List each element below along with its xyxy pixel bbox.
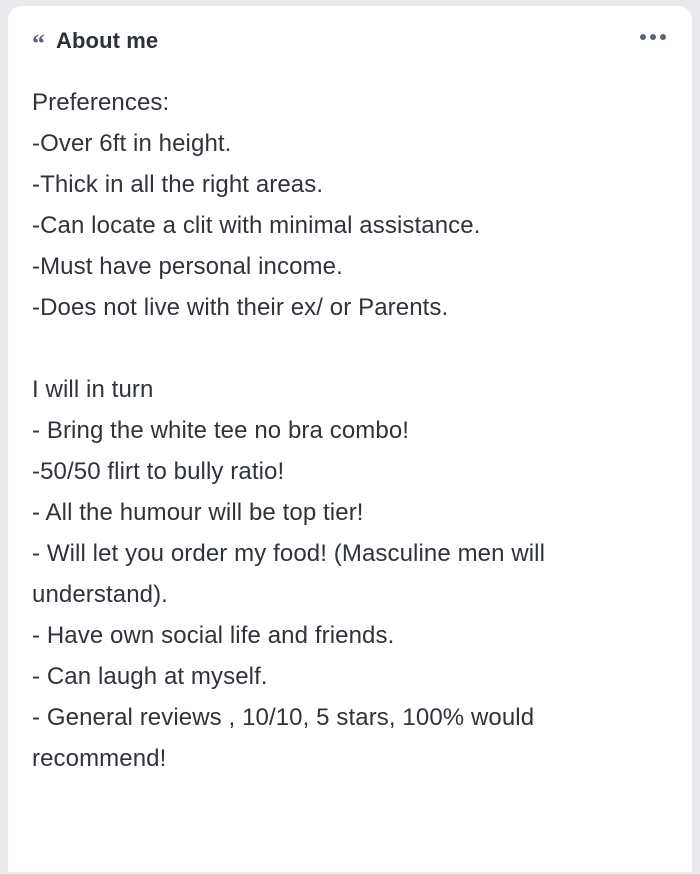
about-line: -Can locate a clit with minimal assistance. (32, 212, 481, 239)
more-dot-3 (660, 34, 666, 40)
about-line: - Can laugh at myself. (32, 663, 268, 690)
about-line: - General reviews , 10/10, 5 stars, 100% would recommend! (32, 704, 535, 772)
about-me-body (32, 82, 668, 779)
about-line-blank (32, 328, 668, 369)
about-line: -Does not live with their ex/ or Parents. (32, 294, 449, 321)
about-line: -Must have personal income. (32, 253, 343, 280)
about-line: - Will let you order my food! (Masculine men will understand). (32, 540, 546, 608)
card-header (32, 28, 668, 68)
about-line: - All the humour will be top tier! (32, 499, 364, 526)
about-line: Preferences: (32, 89, 170, 116)
about-line: - Bring the white tee no bra combo! (32, 417, 410, 444)
about-line: - Have own social life and friends. (32, 622, 395, 649)
about-line: -50/50 flirt to bully ratio! (32, 458, 285, 485)
about-line: -Over 6ft in height. (32, 130, 232, 157)
quote-icon: “ (32, 29, 44, 58)
about-line: -Thick in all the right areas. (32, 171, 324, 198)
page-title: About me (56, 28, 159, 53)
more-dot-2 (650, 34, 656, 40)
about-me-card (8, 6, 692, 872)
more-options-icon[interactable] (638, 28, 668, 46)
about-line: I will in turn (32, 376, 154, 403)
card-header-left (32, 28, 159, 58)
more-dot-1 (640, 34, 646, 40)
